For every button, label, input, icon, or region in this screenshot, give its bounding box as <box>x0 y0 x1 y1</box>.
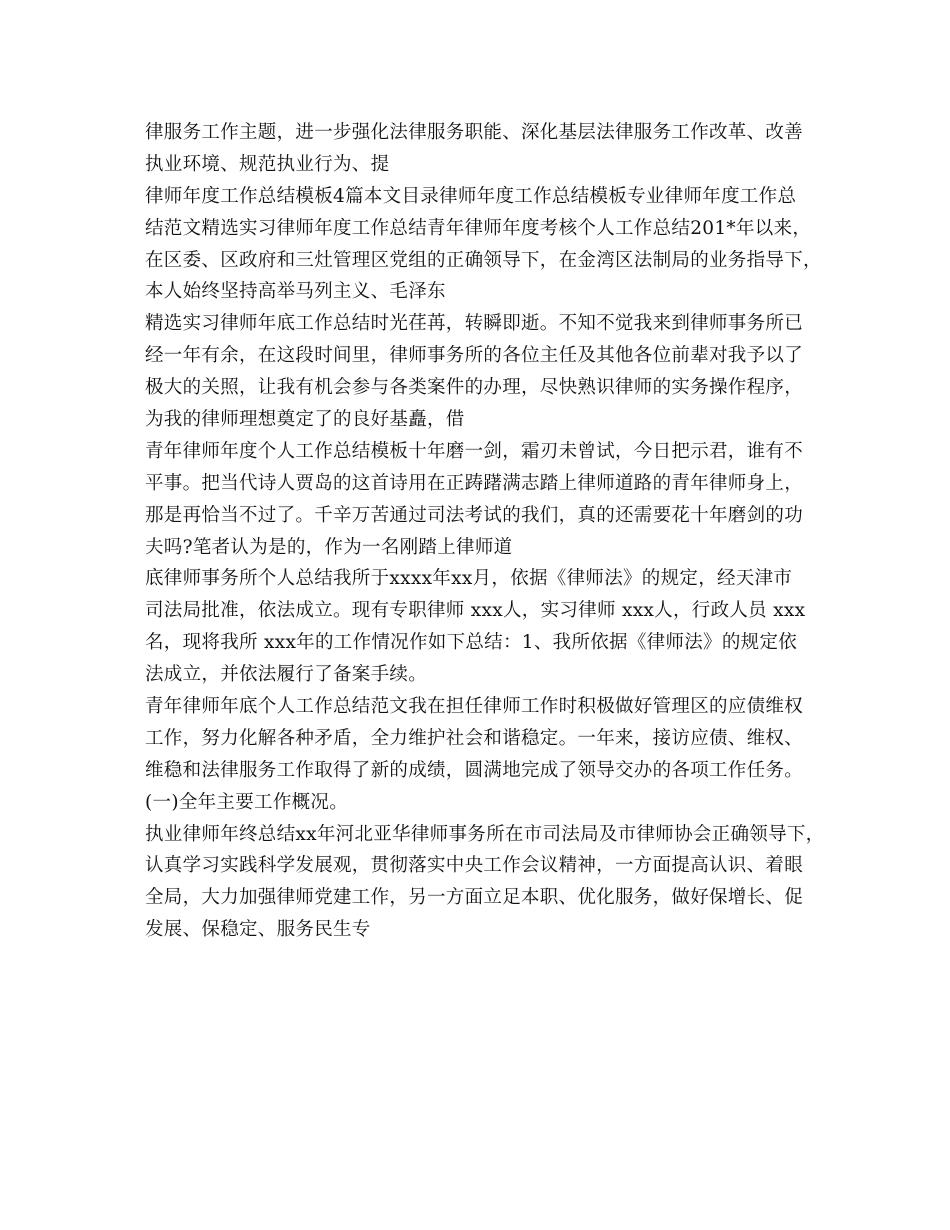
text-line: 本人始终坚持高举马列主义、毛泽东 <box>145 281 446 303</box>
document-body <box>145 117 825 946</box>
text-line: 底律师事务所个人总结我所于xxxx年xx月，依据《律师法》的规定，经天津市 <box>145 568 793 590</box>
text-line: 认真学习实践科学发展观，贯彻落实中央工作会议精神，一方面提高认识、着眼 <box>145 855 804 877</box>
text-line: 工作，努力化解各种矛盾，全力维护社会和谐稳定。一年来，接访应债、维权、 <box>145 727 804 749</box>
text-line: 发展、保稳定、服务民生专 <box>145 919 371 941</box>
text-line: 法成立，并依法履行了备案手续。 <box>145 664 428 686</box>
text-line: 为我的律师理想奠定了的良好基矗，借 <box>145 409 465 431</box>
text-line: 那是再恰当不过了。千辛万苦通过司法考试的我们，真的还需要花十年磨剑的功 <box>145 504 804 526</box>
text-line: 名，现将我所 xxx年的工作情况作如下总结：1、我所依据《律师法》的规定依 <box>145 632 798 654</box>
text-line: 司法局批准，依法成立。现有专职律师 xxx人，实习律师 xxx人，行政人员 xxx <box>145 600 806 622</box>
text-line: 执业律师年终总结xx年河北亚华律师事务所在市司法局及市律师协会正确领导下， <box>145 823 825 845</box>
text-line: 律服务工作主题，进一步强化法律服务职能、深化基层法律服务工作改革、改善 <box>145 122 804 143</box>
text-line: 全局，大力加强律师党建工作，另一方面立足本职、优化服务，做好保增长、促 <box>145 887 804 909</box>
text-line: 极大的关照，让我有机会参与各类案件的办理，尽快熟识律师的实务操作程序， <box>145 377 804 399</box>
text-line: (一)全年主要工作概况。 <box>145 791 349 813</box>
text-line: 青年律师年度个人工作总结模板十年磨一剑，霜刃未曾试，今日把示君，谁有不 <box>145 440 804 462</box>
text-line: 夫吗?笔者认为是的，作为一名刚踏上律师道 <box>145 536 513 558</box>
text-line: 经一年有余，在这段时间里，律师事务所的各位主任及其他各位前辈对我予以了 <box>145 345 804 367</box>
text-line: 维稳和法律服务工作取得了新的成绩，圆满地完成了领导交办的各项工作任务。 <box>145 759 804 781</box>
text-line: 律师年度工作总结模板4篇本文目录律师年度工作总结模板专业律师年度工作总 <box>145 185 797 207</box>
text-line: 执业环境、规范执业行为、提 <box>145 153 390 175</box>
text-line: 精选实习律师年底工作总结时光荏苒，转瞬即逝。不知不觉我来到律师事务所已 <box>145 313 804 335</box>
text-line: 平事。把当代诗人贾岛的这首诗用在正踌躇满志踏上律师道路的青年律师身上， <box>145 472 804 494</box>
text-line: 结范文精选实习律师年度工作总结青年律师年度考核个人工作总结201*年以来， <box>145 217 812 239</box>
text-line: 青年律师年底个人工作总结范文我在担任律师工作时积极做好管理区的应债维权 <box>145 696 804 718</box>
text-line: 在区委、区政府和三灶管理区党组的正确领导下，在金湾区法制局的业务指导下， <box>145 249 822 271</box>
